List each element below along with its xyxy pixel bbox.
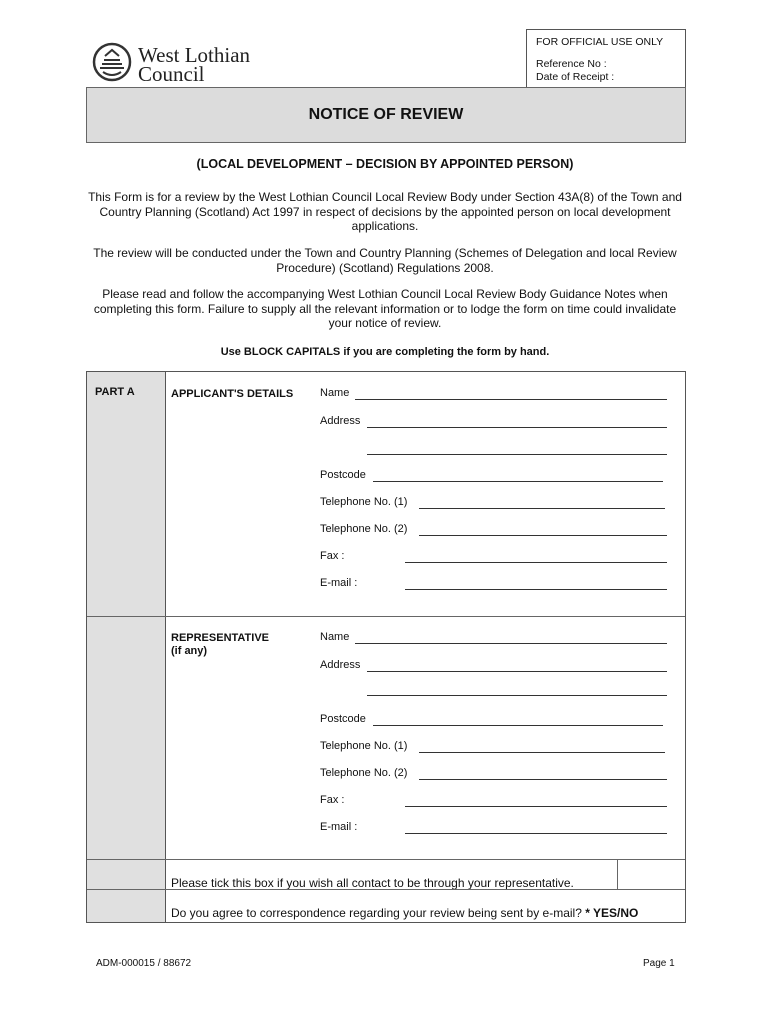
applicant-email-field[interactable] [405,589,667,590]
representative-heading: REPRESENTATIVE [171,632,269,644]
applicant-name-field[interactable] [355,399,667,400]
part-a-table [86,371,686,923]
intro-paragraph-1: This Form is for a review by the West Lothian Council Local Review Body under Section 43A(8) of the Town and Country Planning (Scotland) Act 1997 in respect of decisions by the appointed person on local development applications. [88,190,682,233]
rep-tel1-label: Telephone No. (1) [320,740,408,752]
rep-postcode-label: Postcode [320,713,366,725]
footer-page-number: Page 1 [643,958,675,969]
yes-no-option[interactable]: * YES/NO [585,906,639,920]
block-capitals-note: Use BLOCK CAPITALS if you are completing the form by hand. [220,346,550,358]
council-logo [92,42,262,86]
rep-fax-field[interactable] [405,806,667,807]
email-question-text: Do you agree to correspondence regarding your review being sent by e-mail? [171,906,582,920]
rep-email-label: E-mail : [320,821,358,833]
email-consent-question [171,906,638,920]
rep-tel2-field[interactable] [419,779,667,780]
date-of-receipt-label: Date of Receipt : [536,71,615,83]
official-use-box [526,29,686,88]
tick-box-instruction: Please tick this box if you wish all contact to be through your representative. [171,876,574,890]
representative-contact-checkbox[interactable] [618,860,684,889]
rep-email-field[interactable] [405,833,667,834]
rep-address-label: Address [320,659,361,671]
intro-paragraph-3: Please read and follow the accompanying West Lothian Council Local Review Body Guidance Notes when completing this form. Failure to supply all the relevant information or to lodge the form on time could invalidate your notice of review. [93,287,677,330]
section-divider [87,859,685,860]
logo-text-line2: Council [138,62,205,86]
part-a-label-column [87,372,166,922]
applicant-tel2-label: Telephone No. (2) [320,523,408,535]
part-a-label: PART A [95,386,135,398]
logo-text-line1: West Lothian [138,43,251,67]
applicant-name-label: Name [320,387,350,399]
subtitle: (LOCAL DEVELOPMENT – DECISION BY APPOINTED PERSON) [196,157,574,171]
footer-reference: ADM-000015 / 88672 [96,958,192,969]
applicant-tel2-field[interactable] [419,535,667,536]
rep-name-label: Name [320,631,350,643]
applicant-heading: APPLICANT'S DETAILS [171,388,294,400]
section-divider [87,616,685,617]
applicant-address-field-2[interactable] [367,454,667,455]
rep-address-field-1[interactable] [367,671,667,672]
applicant-tel1-label: Telephone No. (1) [320,496,408,508]
section-divider [87,889,685,890]
rep-tel2-label: Telephone No. (2) [320,767,408,779]
applicant-address-label: Address [320,415,361,427]
applicant-fax-label: Fax : [320,550,345,562]
rep-tel1-field[interactable] [419,752,665,753]
title-band [86,87,686,143]
applicant-postcode-label: Postcode [320,469,366,481]
applicant-tel1-field[interactable] [419,508,665,509]
representative-subheading: (if any) [171,645,208,657]
applicant-postcode-field[interactable] [373,481,663,482]
council-crest-icon [92,42,132,82]
official-use-heading: FOR OFFICIAL USE ONLY [536,36,664,48]
rep-name-field[interactable] [355,643,667,644]
applicant-address-field-1[interactable] [367,427,667,428]
rep-fax-label: Fax : [320,794,345,806]
intro-paragraph-2: The review will be conducted under the Town and Country Planning (Schemes of Delegation and local Review Procedure) (Scotland) Regulations 2008. [93,246,677,275]
applicant-email-label: E-mail : [320,577,358,589]
rep-postcode-field[interactable] [373,725,663,726]
reference-no-label: Reference No : [536,58,607,70]
page-title: NOTICE OF REVIEW [308,106,464,123]
rep-address-field-2[interactable] [367,695,667,696]
applicant-fax-field[interactable] [405,562,667,563]
